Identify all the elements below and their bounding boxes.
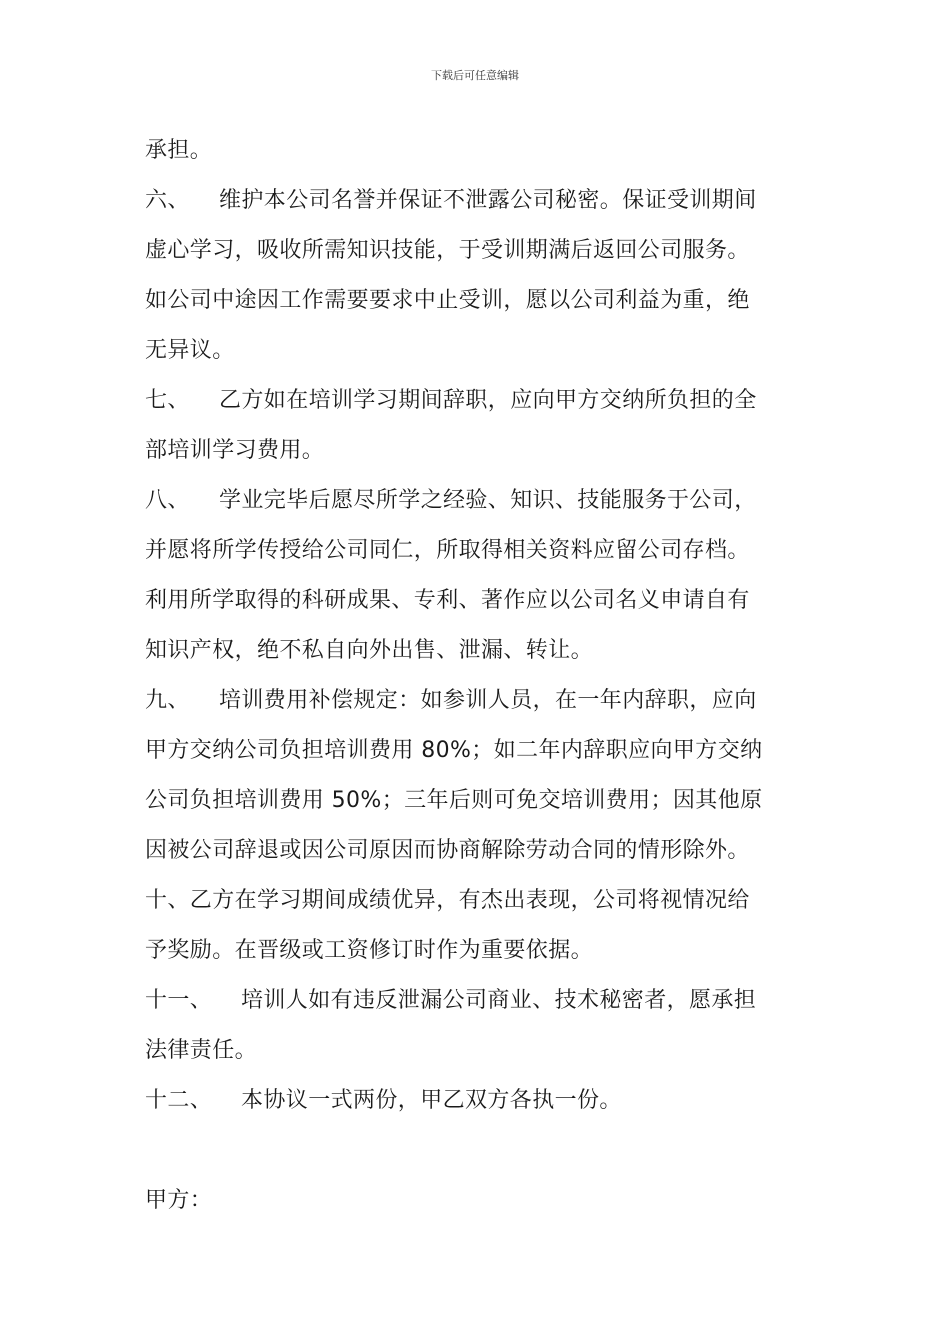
page-header: 下载后可任意编辑 <box>431 69 519 82</box>
text-line: 承担。 <box>145 138 213 163</box>
text-line: 乙方如在培训学习期间辞职，应向甲方交纳所负担的全 <box>219 388 757 413</box>
text-line: 虚心学习，吸收所需知识技能，于受训期满后返回公司服务。 <box>145 238 750 263</box>
clause-number: 六、 <box>145 188 190 213</box>
text-line: 培训人如有违反泄漏公司商业、技术秘密者，愿承担 <box>241 988 757 1013</box>
clause-seven <box>145 386 757 416</box>
text-line: 甲方交纳公司负担培训费用 80%；如二年内辞职应向甲方交纳 <box>145 738 763 763</box>
text-line: 本协议一式两份，甲乙双方各执一份。 <box>241 1088 622 1113</box>
text-line: 法律责任。 <box>145 1038 258 1063</box>
clause-twelve <box>145 1086 622 1116</box>
text-line: 予奖励。在晋级或工资修订时作为重要依据。 <box>145 938 594 963</box>
clause-number: 八、 <box>145 488 190 513</box>
clause-eight <box>145 486 757 516</box>
text-line: 利用所学取得的科研成果、专利、著作应以公司名义申请自有 <box>145 588 750 613</box>
text-line: 因被公司辞退或因公司原因而协商解除劳动合同的情形除外。 <box>145 838 750 863</box>
clause-number: 九、 <box>145 688 190 713</box>
party-a-label: 甲方： <box>145 1188 213 1213</box>
clause-number: 十一、 <box>145 988 213 1013</box>
clause-number: 十二、 <box>145 1088 213 1113</box>
text-line: 培训费用补偿规定：如参训人员，在一年内辞职，应向 <box>219 688 757 713</box>
text-line: 并愿将所学传授给公司同仁，所取得相关资料应留公司存档。 <box>145 538 750 563</box>
text-line: 部培训学习费用。 <box>145 438 325 463</box>
text-line: 如公司中途因工作需要要求中止受训，愿以公司利益为重，绝 <box>145 288 750 313</box>
clause-ten: 十、乙方在学习期间成绩优异，有杰出表现，公司将视情况给 <box>145 888 750 913</box>
clause-eleven <box>145 986 756 1016</box>
text-line: 学业完毕后愿尽所学之经验、知识、技能服务于公司， <box>219 488 757 513</box>
clause-six <box>145 186 757 216</box>
text-line: 知识产权，绝不私自向外出售、泄漏、转让。 <box>145 638 594 663</box>
text-line: 公司负担培训费用 50%；三年后则可免交培训费用；因其他原 <box>145 788 763 813</box>
text-line: 无异议。 <box>145 338 235 363</box>
clause-nine <box>145 686 757 716</box>
text-line: 维护本公司名誉并保证不泄露公司秘密。保证受训期间 <box>219 188 757 213</box>
clause-number: 七、 <box>145 388 190 413</box>
